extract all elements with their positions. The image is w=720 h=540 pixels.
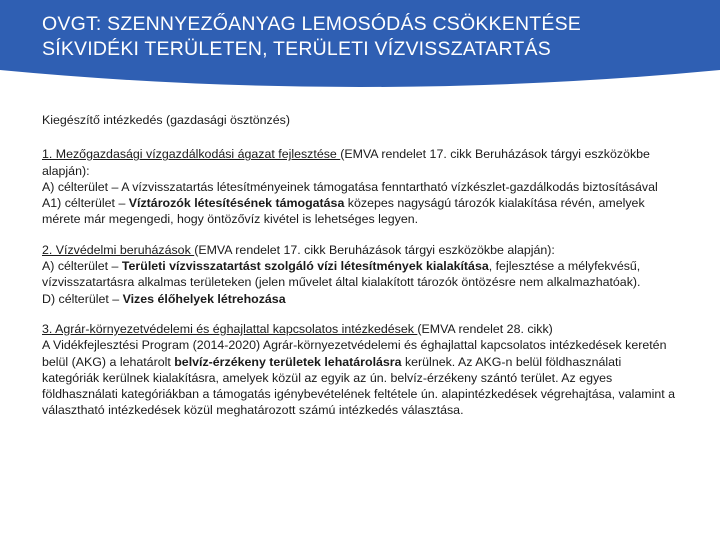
measure-3-text-bold: belvíz-érzékeny területek lehatárolásra <box>174 354 402 369</box>
slide-title-line1: OVGT: SZENNYEZŐANYAG LEMOSÓDÁS CSÖKKENTÉSE <box>42 13 581 35</box>
measure-1-target-a1-pre: A1) célterület – <box>42 196 129 211</box>
slide-body <box>42 112 678 433</box>
measure-2-target-d-pre: D) célterület – <box>42 291 123 306</box>
measure-1-target-a: A) célterület – A vízvisszatartás létesítményeinek támogatása fenntartható vízkészlet-gazdálkodás biztosításával <box>42 179 658 194</box>
measure-2-target-a-pre: A) célterület – <box>42 259 122 274</box>
slide-header <box>0 0 720 96</box>
measure-1-heading <box>42 146 678 179</box>
measure-2-heading-rest: (EMVA rendelet 17. cikk Beruházások tárgyi eszközökbe alapján): <box>194 242 555 257</box>
measure-2-target-a-bold: Területi vízvisszatartást szolgáló vízi létesítmények kialakítása <box>121 259 489 274</box>
measure-block-2 <box>42 242 678 307</box>
measure-2-target-d-bold: Vizes élőhelyek létrehozása <box>122 291 286 306</box>
measure-block-3 <box>42 321 678 419</box>
measure-2-heading-link: 2. Vízvédelmi beruházások <box>42 242 195 257</box>
measure-1-target-a1-post: közepes nagyságú tározók kialakítása révén, amelyek mérete már megengedi, hogy öntözővíz kivétel is lehetséges legyen. <box>42 196 645 227</box>
measure-block-1 <box>42 146 678 227</box>
measure-2-heading <box>42 242 678 258</box>
measure-3-heading-link: 3. Agrár-környezetvédelemi és éghajlattal kapcsolatos intézkedések <box>42 321 418 336</box>
measure-2-target-a-post: , fejlesztése a mélyfekvésű, vízvisszatartásra alkalmas területeken (jelen művelet által kialakított tározók öntözésre nem alkalmazhatóak). <box>42 259 641 290</box>
slide-subtitle: Kiegészítő intézkedés (gazdasági ösztönzés) <box>42 113 290 127</box>
measure-3-heading <box>42 321 678 337</box>
measure-3-text-post: kerülnek. Az AKG-n belül földhasználati kategóriák kerülnek kialakításra, amelyek közül az egyik az ún. belvíz-érzékeny szántó terület. Az egyes földhasználati kategóriákban a támogatás igénybevételének feltétele ún. alapintézkedések végrehajtása, valamint a választható intézkedések közül meghatározott számú intézkedés választása. <box>42 354 676 418</box>
measure-3-heading-rest: (EMVA rendelet 28. cikk) <box>417 321 553 336</box>
measure-1-target-a1 <box>42 195 678 228</box>
measure-3-text-pre: A Vidékfejlesztési Program (2014-2020) Agrár-környezetvédelemi és éghajlattal kapcsolatos intézkedések keretén belül (AKG) a lehatárolt <box>42 338 667 369</box>
measure-2-target-a <box>42 258 678 291</box>
measure-3-text <box>42 337 678 418</box>
slide-title-line2: SÍKVIDÉKI TERÜLETEN, TERÜLETI VÍZVISSZATARTÁS <box>42 38 551 60</box>
measure-2-target-d <box>42 291 678 307</box>
measure-1-heading-link: 1. Mezőgazdasági vízgazdálkodási ágazat fejlesztése <box>42 147 341 162</box>
measure-1-target-a1-bold: Víztározók létesítésének támogatása <box>128 196 345 211</box>
measure-1-heading-rest: (EMVA rendelet 17. cikk Beruházások tárgyi eszközökbe alapján): <box>42 147 650 178</box>
slide-title <box>42 12 682 62</box>
